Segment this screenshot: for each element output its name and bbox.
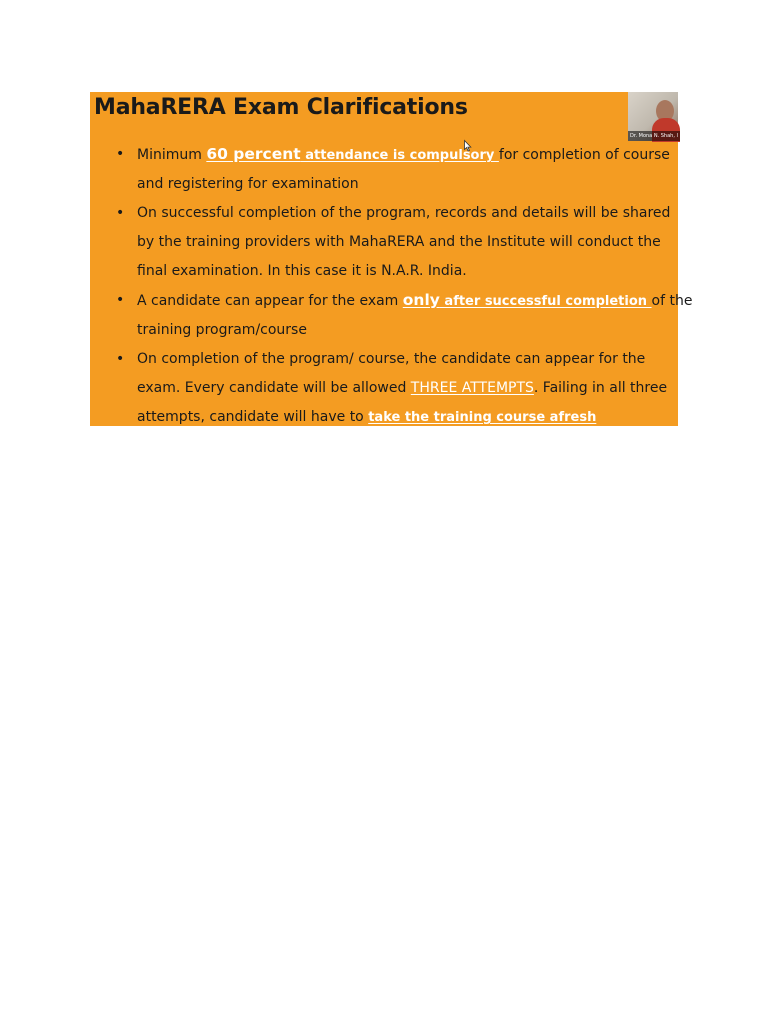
bullet-item (90, 286, 693, 316)
highlight-text: 60 percent (206, 145, 301, 163)
highlight-text: attendance is compulsory (300, 148, 499, 163)
bullet-text: On successful completion of the program, records and details will be shared (137, 205, 671, 221)
bullet-text: of the (651, 293, 693, 309)
bullet-text: attempts, candidate will have to (137, 409, 369, 425)
bullet-dot: • (116, 205, 125, 221)
bullet-text: final examination. In this case it is N.A.R. India. (137, 263, 467, 279)
highlight-text: after successful completion (439, 294, 652, 309)
bullet-continuation (90, 316, 678, 345)
bullet-dot: • (116, 351, 125, 367)
bullet-text: by the training providers with MahaRERA and the Institute will conduct the (137, 234, 661, 250)
bullet-continuation (90, 257, 678, 286)
bullet-text: Minimum (137, 147, 207, 163)
bullet-text: On completion of the program/ course, the candidate can appear for the (137, 351, 646, 367)
bullet-dot: • (116, 292, 125, 308)
presentation-slide (90, 92, 693, 426)
presenter-name-label: Dr. Mona N. Shah, I (628, 131, 680, 141)
bullet-item (90, 140, 678, 170)
bullet-text: for completion of course (498, 147, 670, 163)
bullet-continuation (90, 170, 678, 199)
slide-title: MahaRERA Exam Clarifications (94, 95, 468, 120)
bullet-list (90, 140, 693, 432)
highlight-text: take the training course afresh (368, 410, 597, 425)
bullet-item (90, 199, 678, 228)
bullet-continuation (90, 374, 678, 403)
bullet-continuation (90, 403, 678, 432)
bullet-text: . Failing in all three (533, 380, 668, 396)
bullet-text: and registering for examination (137, 176, 359, 192)
highlight-text: THREE ATTEMPTS (410, 380, 534, 396)
bullet-continuation (90, 228, 678, 257)
bullet-text: A candidate can appear for the exam (137, 293, 403, 309)
highlight-text: only (402, 291, 440, 309)
bullet-text: exam. Every candidate will be allowed (137, 380, 411, 396)
presenter-video-thumbnail[interactable] (628, 92, 678, 141)
bullet-dot: • (116, 146, 125, 162)
bullet-item (90, 345, 678, 374)
bullet-text: training program/course (137, 322, 307, 338)
